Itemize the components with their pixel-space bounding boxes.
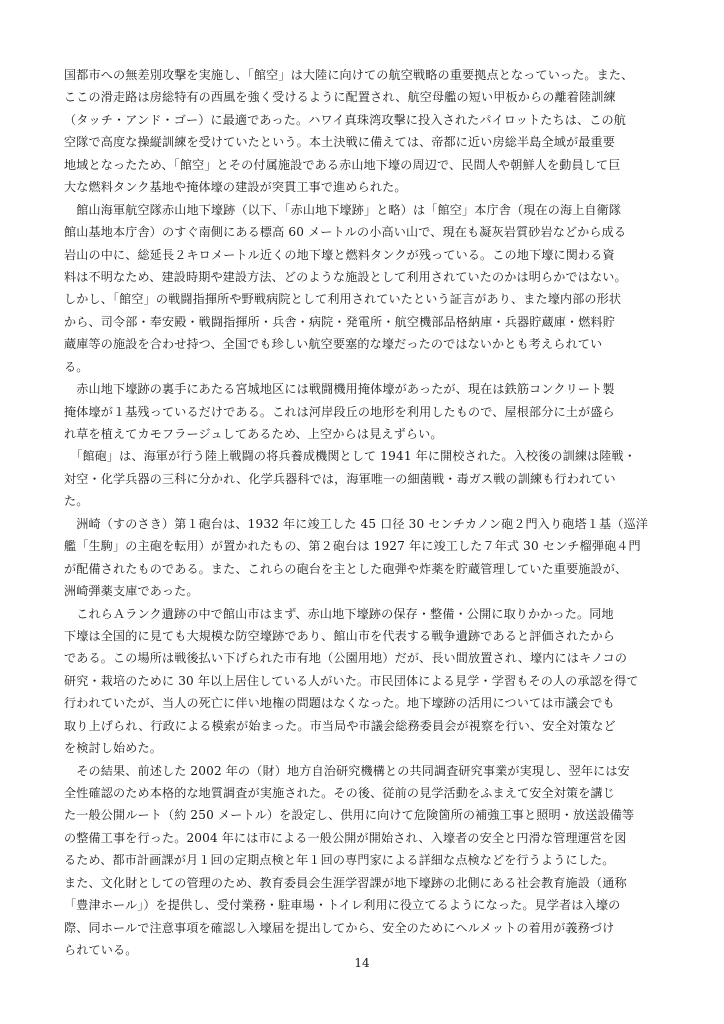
- text-line: 際、同ホールで注意事項を確認し入壕届を提出してから、安全のためにヘルメットの着用が義務づけ: [64, 920, 615, 935]
- text-line: （タッチ・アンド・ゴー）に最適であった。ハワイ真珠湾攻撃に投入されたパイロットたちは、この航: [64, 112, 627, 127]
- text-line: 洲崎弾薬支庫であった。: [64, 584, 199, 599]
- text-line: が配備されたものである。また、これらの砲台を主とした砲弾や炸薬を貯蔵管理していた重要施設が、: [64, 561, 628, 576]
- text-line: る。: [64, 359, 89, 374]
- text-line: 空隊で高度な操縦訓練を受けていたという。本土決戦に備えては、帝都に近い房総半島全域が最重要: [64, 135, 615, 150]
- text-line: 全性確認のため本格的な地質調査が実施された。その後、従前の見学活動をふまえて安全対策を講じ: [64, 786, 615, 800]
- text-line: 行われていたが、当人の死亡に伴い地権の問題はなくなった。地下壕跡の活用については市議会でも: [64, 696, 615, 711]
- text-line: 地域となったため、「館空」とその付属施設である赤山地下壕の周辺で、民間人や朝鮮人を動員して巨: [64, 157, 621, 172]
- text-line: た一般公開ルート（約 250 メートル）を設定し、供用に向けて危険箇所の補強工事と照明・放送設備等: [64, 808, 635, 823]
- text-line: 赤山地下壕跡の裏手にあたる宮城地区には戦闘機用掩体壕があったが、現在は鉄筋コンクリート製: [64, 382, 615, 397]
- text-line: 「豊津ホール」）を提供し、受付業務・駐車場・トイレ利用に役立てるようになった。見学者は入壕の: [64, 898, 621, 913]
- text-line: ここの滑走路は房総特有の西風を強く受けるように配置され、航空母艦の短い甲板からの離着陸訓練: [64, 90, 616, 105]
- text-line: これらＡランク遺跡の中で館山市はまず、赤山地下壕跡の保存・整備・公開に取りかかった。同地: [64, 606, 614, 621]
- text-line: られている。: [64, 943, 138, 958]
- text-line: しかし、「館空」の戦闘指揮所や野戦病院として利用されていたという証言があり、また壕内部の形状: [64, 292, 622, 307]
- text-line: た。: [64, 494, 89, 509]
- text-line: 下壕は全国的に見ても大規模な防空壕跡であり、館山市を代表する戦争遺跡であると評価されたから: [64, 628, 615, 643]
- text-line: 館山基地本庁舎）のすぐ南側にある標高 60 メートルの小高い山で、現在も凝灰岩質砂岩などから成る: [64, 225, 627, 240]
- text-line: 対空・化学兵器の三科に分かれ、化学兵器科では，海軍唯一の細菌戦・毒ガス戦の訓練も行われてい: [64, 471, 616, 486]
- text-line: 国都市への無差別攻撃を実施し、「館空」は大陸に向けての航空戦略の重要拠点となっていった。また、: [64, 68, 634, 82]
- text-line: 料は不明なため、建設時期や建設方法、どのような施設として利用されていたのかは明らかではない。: [64, 269, 627, 284]
- text-line: の整備工事を行った。2004 年には市による一般公開が開始され、入壕者の安全と円滑な管理運営を図: [64, 830, 627, 845]
- document-body: [64, 64, 660, 962]
- text-line: 洲崎（すのさき）第１砲台は、1932 年に竣工した 45 口径 30 センチカノン砲２門入り砲塔１基（巡洋: [64, 516, 648, 531]
- text-line: その結果、前述した 2002 年の（財）地方自治研究機構との共同調査研究事業が実現し、翌年には安: [64, 763, 630, 778]
- text-line: 蔵庫等の施設を合わせ持つ、全国でも珍しい航空要塞的な壕だったのではないかとも考えられてい: [64, 337, 603, 352]
- text-line: を検討し始めた。: [64, 741, 162, 756]
- text-line: から、司令部・奉安殿・戦闘指揮所・兵舎・病院・発電所・航空機部品格納庫・兵器貯蔵庫・燃料貯: [64, 314, 615, 329]
- text-line: 「館砲」は、海軍が行う陸上戦闘の将兵養成機関として 1941 年に開校された。入校後の訓練は陸戦・: [64, 449, 637, 464]
- text-line: 掩体壕が１基残っているだけである。これは河岸段丘の地形を利用したもので、屋根部分に土が盛ら: [64, 404, 615, 419]
- text-line: また、文化財としての管理のため、教育委員会生涯学習課が地下壕跡の北側にある社会教育施設（通称: [64, 875, 627, 890]
- text-line: るため、都市計画課が月１回の定期点検と年１回の専門家による詳細な点検などを行うようにした。: [64, 853, 615, 868]
- text-line: 大な燃料タンク基地や掩体壕の建設が突貫工事で進められた。: [64, 180, 407, 195]
- text-line: 取り上げられ、行政による模索が始まった。市当局や市議会総務委員会が視察を行い、安全対策など: [64, 718, 616, 733]
- text-line: 研究・栽培のために 30 年以上居住している人がいた。市民団体による見学・学習もその人の承認を得て: [64, 673, 639, 688]
- text-line: 館山海軍航空隊赤山地下壕跡（以下、「赤山地下壕跡」と略）は「館空」本庁舎（現在の海上自衛隊: [64, 202, 622, 217]
- text-line: れ草を植えてカモフラージュしてあるため、上空からは見えずらい。: [64, 427, 443, 441]
- page-number: 14: [354, 956, 370, 970]
- text-line: である。この場所は戦後払い下げられた市有地（公園用地）だが、長い間放置され、壕内にはキノコの: [64, 651, 628, 666]
- text-line: 岩山の中に、総延長２キロメートル近くの地下壕と燃料タンクが残っている。この地下壕に関わる資: [64, 247, 615, 262]
- text-line: 艦「生駒」の主砲を転用）が置かれたもの、第２砲台は 1927 年に竣工した７年式 30 センチ榴弾砲４門: [64, 539, 641, 554]
